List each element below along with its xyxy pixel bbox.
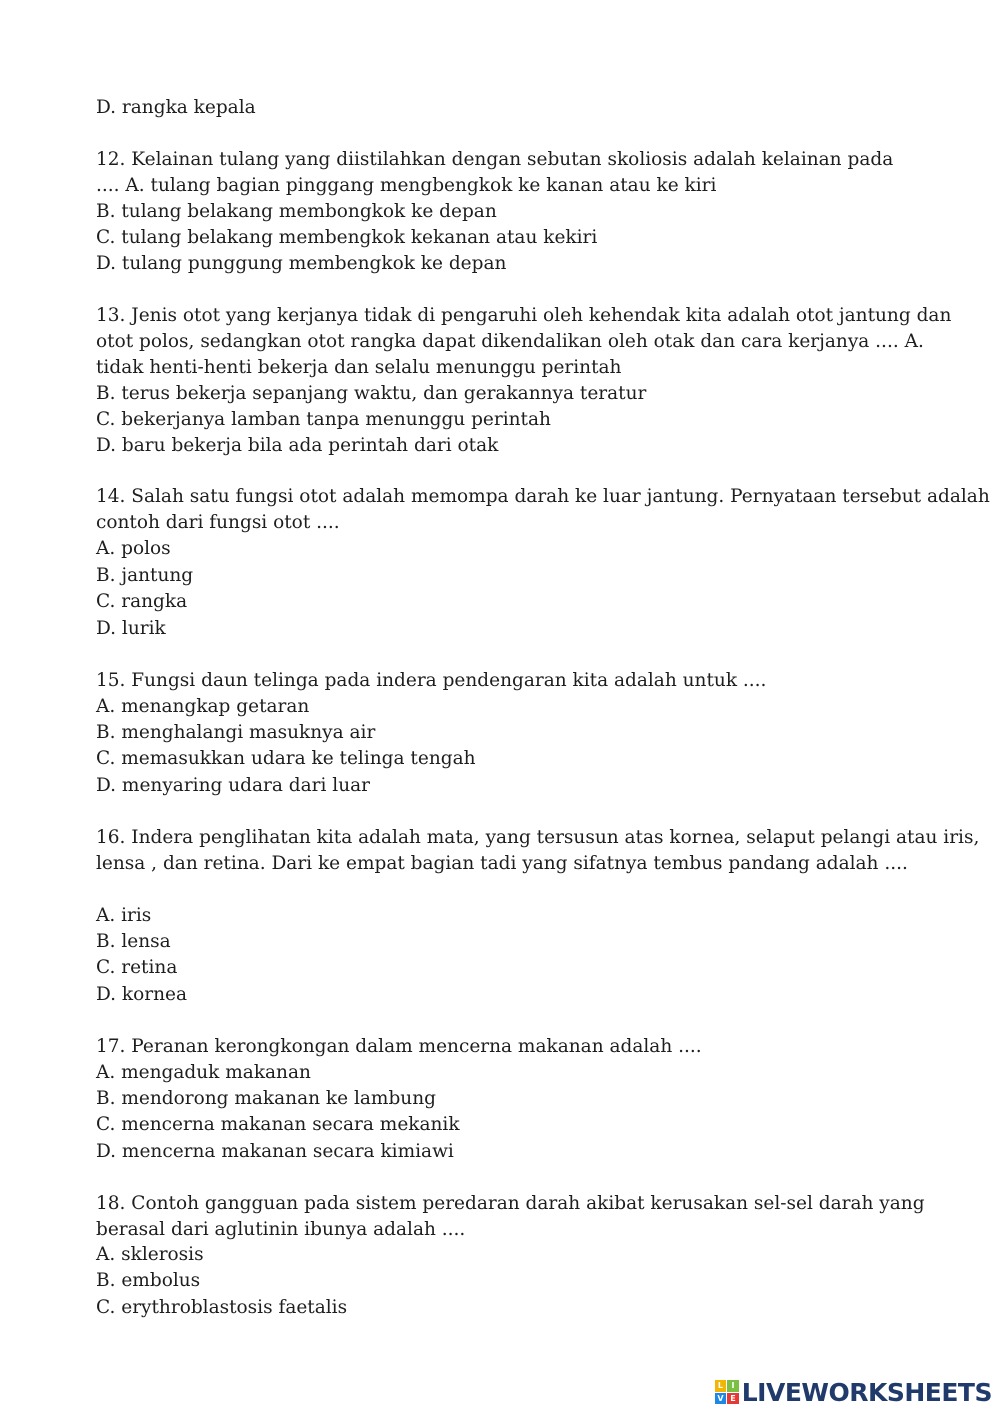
option-12c: C. tulang belakang membengkok kekanan atau kekiri <box>96 227 598 248</box>
mark-cell: E <box>727 1393 739 1405</box>
mark-cell: L <box>715 1380 727 1392</box>
option-18c: C. erythroblastosis faetalis <box>96 1297 348 1318</box>
question-18-text-cont: berasal dari aglutinin ibunya adalah .... <box>96 1219 466 1240</box>
option-13d: D. baru bekerja bila ada perintah dari otak <box>96 435 499 456</box>
option-18b: B. embolus <box>96 1270 201 1291</box>
option-12d: D. tulang punggung membengkok ke depan <box>96 253 507 274</box>
option-14c: C. rangka <box>96 591 188 612</box>
question-14-text-cont: contoh dari fungsi otot .... <box>96 512 340 533</box>
option-17b: B. mendorong makanan ke lambung <box>96 1088 436 1109</box>
question-16-text: 16. Indera penglihatan kita adalah mata, yang tersusun atas kornea, selaput pelangi atau iris, <box>96 827 980 848</box>
option-12b: B. tulang belakang membongkok ke depan <box>96 201 497 222</box>
option-14a: A. polos <box>96 538 171 559</box>
option-17a: A. mengaduk makanan <box>96 1062 311 1083</box>
logo-text: LIVEWORKSHEETS <box>741 1377 992 1407</box>
option-16b: B. lensa <box>96 931 171 952</box>
option-11d: D. rangka kepala <box>96 97 256 118</box>
option-14b: B. jantung <box>96 565 194 586</box>
question-13-text: 13. Jenis otot yang kerjanya tidak di pengaruhi oleh kehendak kita adalah otot jantung dan <box>96 305 952 326</box>
question-14-text: 14. Salah satu fungsi otot adalah memompa darah ke luar jantung. Pernyataan tersebut adalah <box>96 486 990 507</box>
option-13a-cont: tidak henti-henti bekerja dan selalu menunggu perintah <box>96 357 622 378</box>
liveworksheets-logo[interactable] <box>715 1377 992 1407</box>
question-13-text-cont: otot polos, sedangkan otot rangka dapat dikendalikan oleh otak dan cara kerjanya .... A. <box>96 331 924 352</box>
option-15d: D. menyaring udara dari luar <box>96 775 370 796</box>
option-16c: C. retina <box>96 957 178 978</box>
question-17-text: 17. Peranan kerongkongan dalam mencerna makanan adalah .... <box>96 1036 702 1057</box>
option-13b: B. terus bekerja sepanjang waktu, dan gerakannya teratur <box>96 383 647 404</box>
option-14d: D. lurik <box>96 618 166 639</box>
question-18-text: 18. Contoh gangguan pada sistem peredaran darah akibat kerusakan sel-sel darah yang <box>96 1193 925 1214</box>
option-13c: C. bekerjanya lamban tanpa menunggu perintah <box>96 409 551 430</box>
question-12-text-cont: .... A. tulang bagian pinggang mengbengkok ke kanan atau ke kiri <box>96 175 717 196</box>
option-17c: C. mencerna makanan secara mekanik <box>96 1114 460 1135</box>
option-15b: B. menghalangi masuknya air <box>96 722 376 743</box>
option-15c: C. memasukkan udara ke telinga tengah <box>96 748 476 769</box>
option-16a: A. iris <box>96 905 152 926</box>
option-18a: A. sklerosis <box>96 1244 204 1265</box>
question-15-text: 15. Fungsi daun telinga pada indera pendengaran kita adalah untuk .... <box>96 670 767 691</box>
question-16-text-cont: lensa , dan retina. Dari ke empat bagian tadi yang sifatnya tembus pandang adalah .... <box>96 853 908 874</box>
question-12-text: 12. Kelainan tulang yang diistilahkan dengan sebutan skoliosis adalah kelainan pada <box>96 149 894 170</box>
liveworksheets-mark-icon <box>715 1380 739 1404</box>
option-16d: D. kornea <box>96 984 188 1005</box>
mark-cell: I <box>727 1380 739 1392</box>
option-17d: D. mencerna makanan secara kimiawi <box>96 1141 454 1162</box>
option-15a: A. menangkap getaran <box>96 696 310 717</box>
mark-cell: V <box>715 1393 727 1405</box>
